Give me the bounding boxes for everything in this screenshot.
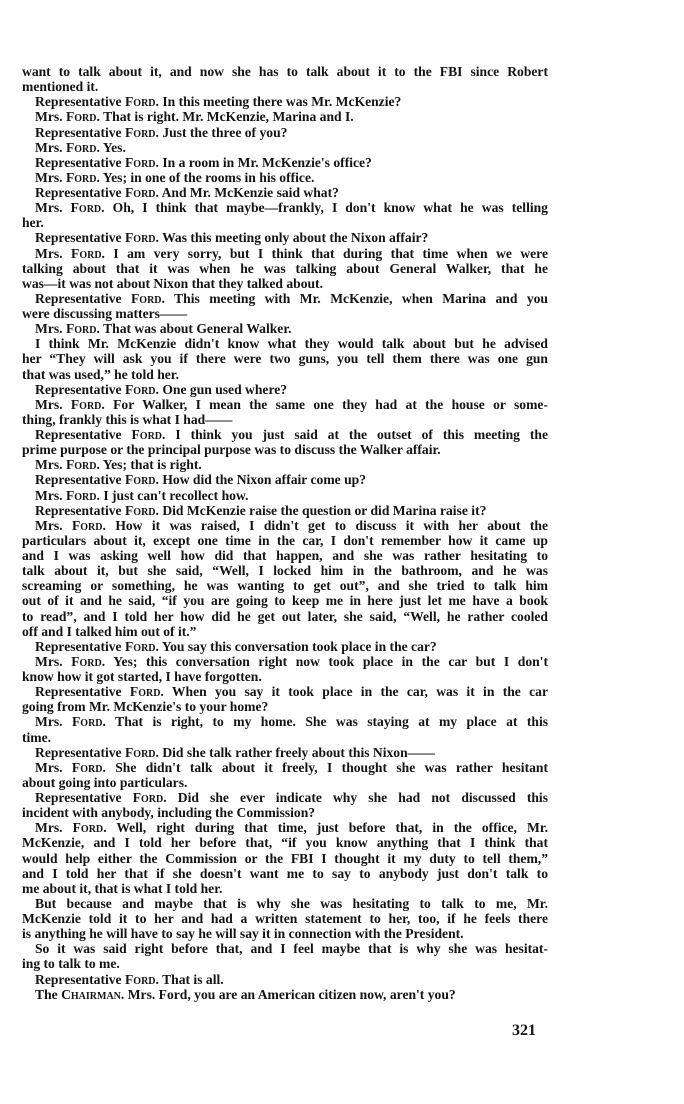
text-line	[22, 805, 548, 820]
line-text: That is all.	[162, 971, 224, 987]
speaker-name: Ford.	[131, 427, 166, 442]
text-line	[22, 972, 548, 987]
text-line	[22, 684, 548, 699]
testimony-paragraph	[22, 427, 548, 457]
speaker-name: Ford.	[124, 154, 159, 170]
line-text: thing, frankly this is what I had——	[22, 411, 233, 427]
line-text: to read”, and I told her how did he get out later, she said, “Well, he rather cooled	[22, 608, 548, 624]
testimony-paragraph	[22, 654, 548, 684]
text-line	[22, 109, 548, 124]
line-text: would help either the Commission or the FBI I thought it my duty to tell them,”	[22, 850, 548, 866]
text-line	[22, 654, 548, 669]
testimony-paragraph	[22, 200, 548, 230]
speaker-title: Representative	[35, 684, 122, 700]
line-text: Yes.	[102, 139, 126, 155]
speaker-title: Representative	[35, 971, 122, 987]
line-text: That was about General Walker.	[103, 321, 292, 337]
speaker-name: Ford.	[124, 94, 159, 110]
testimony-paragraph	[22, 155, 548, 170]
speaker-name: Ford.	[71, 245, 105, 261]
line-text: How did the Nixon affair come up?	[162, 472, 366, 488]
line-text: prime purpose or the principal purpose was to discuss the Walker affair.	[22, 442, 441, 458]
speaker-title: Representative	[35, 290, 122, 306]
testimony-paragraph	[22, 987, 548, 1002]
speaker-title: Mrs.	[35, 139, 63, 155]
text-paragraph	[22, 336, 548, 381]
line-text: that was used,” he told her.	[22, 366, 179, 382]
text-line	[22, 427, 548, 442]
speaker-name: Ford.	[72, 820, 107, 836]
text-paragraph	[22, 941, 548, 971]
line-text: How it was raised, I didn't get to discuss it with her about the	[115, 517, 548, 533]
line-text: incident with anybody, including the Commission?	[22, 805, 316, 821]
text-line	[22, 185, 548, 200]
testimony-paragraph	[22, 714, 548, 744]
line-text: is anything he will have to say he will say it in connection with the President.	[22, 926, 464, 942]
line-text: her.	[22, 215, 44, 231]
speaker-title: Mrs.	[35, 820, 63, 836]
text-line	[22, 699, 548, 714]
testimony-paragraph	[22, 684, 548, 714]
speaker-name: Ford.	[70, 396, 105, 412]
text-line	[22, 457, 548, 472]
line-text: know how it got started, I have forgotten.	[22, 669, 262, 684]
testimony-paragraph	[22, 488, 548, 503]
text-line	[22, 609, 548, 624]
speaker-title: Mrs.	[35, 200, 63, 216]
speaker-title: Mrs.	[35, 653, 63, 669]
text-line	[22, 321, 548, 336]
speaker-title: Representative	[35, 638, 122, 654]
speaker-title: Mrs.	[35, 517, 63, 533]
text-line	[22, 488, 548, 503]
text-line	[22, 200, 548, 215]
line-text: Just the three of you?	[162, 124, 288, 140]
text-line	[22, 987, 548, 1002]
speaker-name: Ford.	[124, 381, 159, 397]
speaker-name: Ford.	[131, 290, 165, 306]
testimony-paragraph	[22, 472, 548, 487]
speaker-name: Ford.	[124, 971, 159, 987]
line-text: want to talk about it, and now she has to talk about it to the FBI since Robert	[22, 64, 548, 79]
text-line	[22, 94, 548, 109]
text-line	[22, 503, 548, 518]
line-text: For Walker, I mean the same one they had at the house or some-	[113, 396, 548, 412]
line-text: me about it, that is what I told her.	[22, 880, 223, 896]
text-line	[22, 276, 548, 291]
line-text: out of it and he said, “if you are going to keep me in here just let me have a book	[22, 593, 548, 609]
text-line	[22, 382, 548, 397]
text-line	[22, 140, 548, 155]
testimony-paragraph	[22, 457, 548, 472]
text-paragraph	[22, 64, 548, 94]
testimony-paragraph	[22, 170, 548, 185]
line-text: talking about that it was when he was talking about General Walker, that he	[22, 260, 548, 276]
text-line	[22, 624, 548, 639]
line-text: That is right. Mr. McKenzie, Marina and I.	[103, 109, 354, 125]
text-line	[22, 533, 548, 548]
speaker-name: Ford.	[65, 457, 100, 473]
testimony-paragraph	[22, 140, 548, 155]
text-line	[22, 593, 548, 608]
speaker-title: Representative	[35, 744, 122, 760]
testimony-paragraph	[22, 745, 548, 760]
speaker-name: Ford.	[71, 759, 106, 775]
speaker-title: Mrs.	[35, 396, 63, 412]
testimony-paragraph	[22, 125, 548, 140]
speaker-name: Ford.	[132, 790, 167, 805]
speaker-title: Representative	[35, 790, 122, 805]
line-text: When you say it took place in the car, was it in the car	[171, 684, 549, 700]
speaker-title: Mrs.	[35, 487, 63, 503]
text-line	[22, 261, 548, 276]
speaker-title: Representative	[35, 472, 122, 488]
testimony-paragraph	[22, 503, 548, 518]
text-line	[22, 790, 548, 805]
testimony-paragraph	[22, 382, 548, 397]
line-text: Did McKenzie raise the question or did Marina raise it?	[162, 502, 487, 518]
text-line	[22, 639, 548, 654]
text-line	[22, 956, 548, 971]
line-text: time.	[22, 729, 52, 745]
text-paragraph	[22, 896, 548, 941]
speaker-name: Ford.	[65, 169, 100, 185]
text-line	[22, 397, 548, 412]
line-text: McKenzie, and I told her before that, “if you know anything that I think that	[22, 835, 548, 851]
testimony-paragraph	[22, 230, 548, 245]
line-text: Yes; in one of the rooms in his office.	[102, 169, 315, 185]
text-line	[22, 866, 548, 881]
speaker-name: Ford.	[124, 124, 159, 140]
line-text: And Mr. McKenzie said what?	[161, 185, 339, 200]
line-text: talk about it, but she said, “Well, I locked him in the bathroom, and he was	[22, 563, 548, 579]
text-line	[22, 881, 548, 896]
speaker-title: Representative	[35, 154, 122, 170]
testimony-paragraph	[22, 639, 548, 654]
text-line	[22, 835, 548, 850]
line-text: I think Mr. McKenzie didn't know what they would talk about but he advised	[35, 336, 548, 352]
text-line	[22, 548, 548, 563]
line-text: Yes; that is right.	[102, 457, 202, 473]
speaker-title: Mrs.	[35, 169, 63, 185]
testimony-paragraph	[22, 790, 548, 820]
speaker-name: Ford.	[65, 487, 100, 503]
line-text: One gun used where?	[162, 381, 288, 397]
speaker-title: The	[35, 986, 58, 1002]
line-text: McKenzie told it to her and had a written statement to her, too, if he feels there	[22, 911, 548, 926]
line-text: Yes; this conversation right now took place in the car but I don't	[113, 653, 548, 669]
line-text: She didn't talk about it freely, I thought she was rather hesitant	[115, 759, 548, 775]
speaker-name: Ford.	[71, 517, 106, 533]
text-line	[22, 775, 548, 790]
line-text: I think you just said at the outset of this meeting the	[175, 427, 548, 442]
speaker-title: Representative	[35, 94, 122, 110]
text-line	[22, 336, 548, 351]
speaker-name: Ford.	[72, 714, 106, 730]
speaker-name: Ford.	[129, 684, 164, 700]
speaker-title: Representative	[35, 427, 122, 442]
speaker-name: Ford.	[124, 185, 159, 200]
speaker-name: Chairman.	[61, 986, 125, 1002]
text-line	[22, 472, 548, 487]
speaker-title: Representative	[35, 185, 122, 200]
line-text: Was this meeting only about the Nixon affair?	[162, 230, 429, 246]
document-body	[22, 64, 548, 1002]
line-text: Did she ever indicate why she had not discussed this	[177, 790, 548, 805]
line-text: So it was said right before that, and I feel maybe that is why she was hesitat-	[35, 941, 548, 957]
line-text: her “They will ask you if there were two guns, you tell them there was one gun	[22, 351, 548, 367]
text-line	[22, 246, 548, 261]
line-text: Did she talk rather freely about this Nixon——	[162, 744, 435, 760]
line-text: This meeting with Mr. McKenzie, when Marina and you	[174, 290, 548, 306]
line-text: going from Mr. McKenzie's to your home?	[22, 699, 269, 715]
line-text: You say this conversation took place in the car?	[161, 638, 437, 654]
speaker-name: Ford.	[124, 472, 159, 488]
testimony-paragraph	[22, 972, 548, 987]
page-number: 321	[512, 1022, 536, 1039]
line-text: screaming or something, he was wanting to get out”, and she tried to talk him	[22, 578, 548, 594]
text-line	[22, 291, 548, 306]
testimony-paragraph	[22, 820, 548, 896]
line-text: and I was asking well how did that happen, and she was rather hesitating to	[22, 548, 548, 563]
text-line	[22, 820, 548, 835]
line-text: and I told her that if she doesn't want me to say to anybody just don't talk to	[22, 865, 548, 881]
line-text: ing to talk to me.	[22, 956, 120, 972]
line-text: were discussing matters——	[22, 306, 188, 321]
text-line	[22, 926, 548, 941]
speaker-title: Representative	[35, 230, 122, 246]
speaker-name: Ford.	[124, 230, 159, 246]
testimony-paragraph	[22, 397, 548, 427]
line-text: Mrs. Ford, you are an American citizen now, aren't you?	[127, 986, 456, 1002]
text-line	[22, 170, 548, 185]
text-line	[22, 941, 548, 956]
speaker-title: Mrs.	[35, 457, 63, 473]
testimony-paragraph	[22, 321, 548, 336]
testimony-paragraph	[22, 518, 548, 639]
text-line	[22, 745, 548, 760]
testimony-paragraph	[22, 185, 548, 200]
line-text: Oh, I think that maybe—frankly, I don't know what he was telling	[112, 200, 548, 216]
speaker-name: Ford.	[124, 744, 159, 760]
speaker-name: Ford.	[124, 502, 159, 518]
text-line	[22, 896, 548, 911]
speaker-title: Mrs.	[35, 714, 63, 730]
testimony-paragraph	[22, 94, 548, 109]
testimony-paragraph	[22, 760, 548, 790]
text-line	[22, 442, 548, 457]
text-line	[22, 351, 548, 366]
line-text: Well, right during that time, just before that, in the office, Mr.	[116, 820, 549, 836]
line-text: In this meeting there was Mr. McKenzie?	[162, 94, 402, 110]
text-line	[22, 518, 548, 533]
testimony-paragraph	[22, 291, 548, 321]
text-line	[22, 412, 548, 427]
speaker-title: Mrs.	[35, 759, 63, 775]
testimony-paragraph	[22, 246, 548, 291]
line-text: But because and maybe that is why she was hesitating to talk to me, Mr.	[35, 895, 548, 911]
text-line	[22, 578, 548, 593]
speaker-title: Representative	[35, 502, 122, 518]
speaker-title: Mrs.	[35, 245, 63, 261]
line-text: was—it was not about Nixon that they talked about.	[22, 275, 323, 291]
line-text: particulars about it, except one time in the car, I don't remember how it came up	[22, 532, 548, 548]
speaker-title: Representative	[35, 381, 122, 397]
text-line	[22, 306, 548, 321]
line-text: I am very sorry, but I think that during that time when we were	[113, 245, 548, 261]
text-line	[22, 760, 548, 775]
text-line	[22, 911, 548, 926]
speaker-title: Representative	[35, 124, 122, 140]
line-text: about going into particulars.	[22, 774, 188, 790]
testimony-paragraph	[22, 109, 548, 124]
speaker-name: Ford.	[70, 200, 105, 216]
text-line	[22, 215, 548, 230]
speaker-name: Ford.	[65, 109, 100, 125]
speaker-title: Mrs.	[35, 109, 63, 125]
line-text: That is right, to my home. She was staying at my place at this	[115, 714, 549, 730]
line-text: off and I talked him out of it.”	[22, 623, 197, 639]
speaker-name: Ford.	[65, 139, 100, 155]
speaker-title: Mrs.	[35, 321, 63, 337]
text-line	[22, 230, 548, 245]
line-text: mentioned it.	[22, 79, 99, 95]
text-line	[22, 79, 548, 94]
line-text: I just can't recollect how.	[103, 487, 249, 503]
text-line	[22, 64, 548, 79]
text-line	[22, 155, 548, 170]
text-line	[22, 851, 548, 866]
text-line	[22, 730, 548, 745]
text-line	[22, 367, 548, 382]
speaker-name: Ford.	[71, 653, 106, 669]
text-line	[22, 714, 548, 729]
speaker-name: Ford.	[65, 321, 100, 337]
text-line	[22, 125, 548, 140]
line-text: In a room in Mr. McKenzie's office?	[162, 154, 372, 170]
text-line	[22, 563, 548, 578]
text-line	[22, 669, 548, 684]
speaker-name: Ford.	[124, 638, 159, 654]
